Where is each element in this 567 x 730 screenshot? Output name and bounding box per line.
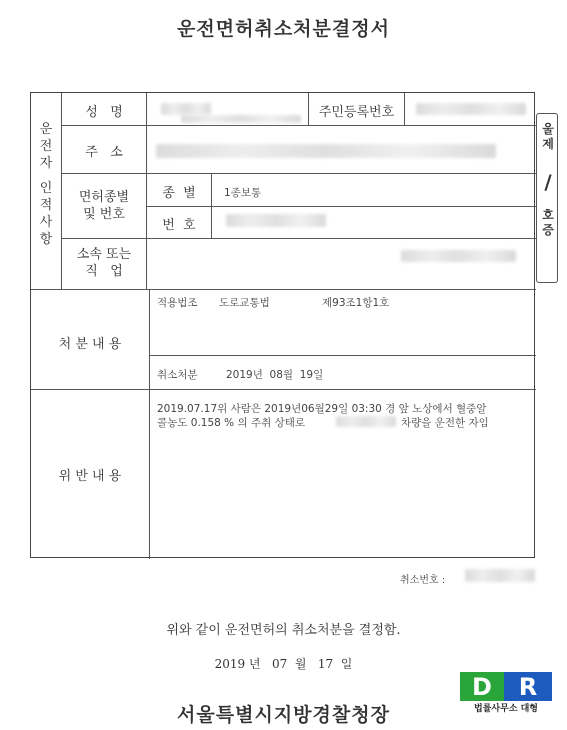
group-label-char: 자 [39,156,53,171]
affiliation-label [62,246,146,280]
group-label-char: 인 [39,181,53,196]
group-label-char: 적 [39,198,53,213]
name-value-redacted [161,103,211,115]
group-label-char: 항 [39,232,53,247]
logo-letter-r: R [518,673,538,701]
cancel-disposition-date: 2019년 08월 19일 [226,369,324,381]
dr-law-office-logo [460,672,552,712]
row-divider [146,206,536,207]
side-stamp-bottom [537,208,559,238]
col-divider [149,289,150,559]
rrn-label: 주민등록번호 [318,105,395,120]
document-title: 운전면허취소처분결정서 [177,18,390,40]
violation-label: 위 반 내 용 [58,469,122,484]
license-type-value: 1종보통 [224,187,262,199]
license-label-line: 면허종별 [78,190,130,205]
license-number-redacted [226,214,326,227]
name-value-redacted [181,115,301,123]
row-divider [149,355,536,356]
logo-caption: 법률사무소 대형 [474,704,538,714]
decision-date: 2019 년 07 월 17 일 [214,657,353,671]
side-stamp-slash: / [544,170,552,194]
row-divider [61,238,536,239]
driver-info-group-label [38,121,54,248]
side-stamp-char: 울 [542,122,554,136]
side-stamp-char: 호 [542,208,554,222]
issuer-name: 서울특별시지방경찰청장 [177,704,390,726]
license-cancellation-form [30,92,535,558]
section-divider [31,289,536,290]
name-label: 성 명 [85,105,123,120]
side-stamp-char: 제 [542,137,554,151]
col-divider [211,173,212,238]
group-label-char: 사 [39,215,53,230]
affiliation-value-redacted [401,250,516,262]
cancel-number-label: 취소번호 : [400,575,446,586]
side-stamp-top [537,122,559,152]
violation-line-2a: 콜농도 0.158 % 의 주취 상태로 [157,417,306,429]
applied-law-name: 도로교통법 [219,297,270,309]
address-value-redacted [156,144,496,158]
row-divider [61,125,536,126]
license-label [62,189,146,223]
logo-letter-d: D [472,673,492,701]
rrn-value-redacted [416,103,526,115]
col-divider [404,93,405,125]
disposition-label: 처 분 내 용 [58,337,122,352]
violation-line-2b: 차량을 운전한 자임 [401,417,489,429]
section-divider [31,389,536,390]
row-divider [61,173,536,174]
decision-statement: 위와 같이 운전면허의 취소처분을 결정함. [166,623,401,638]
affiliation-label-line: 소속 또는 [76,247,132,262]
side-stamp-char: 증 [542,223,554,237]
applied-law-label: 적용법조 [157,297,198,309]
group-label-char: 운 [39,122,53,137]
group-label-char: 전 [39,139,53,154]
license-number-label: 번 호 [162,218,196,233]
vehicle-number-redacted [336,416,396,427]
cancel-disposition-label: 취소처분 [157,369,198,381]
applied-law-article: 제93조1항1호 [322,297,390,309]
license-type-label: 종 별 [162,186,196,201]
side-stamp-box [536,113,558,283]
address-label: 주 소 [85,145,123,160]
affiliation-label-line: 직 업 [85,264,123,279]
cancel-number-redacted [465,569,535,582]
license-label-line: 및 번호 [83,207,125,222]
spacer [38,172,54,180]
violation-line-1: 2019.07.17위 사람은 2019년06월29일 03:30 경 앞 노상에서 혈중알 [157,403,487,415]
